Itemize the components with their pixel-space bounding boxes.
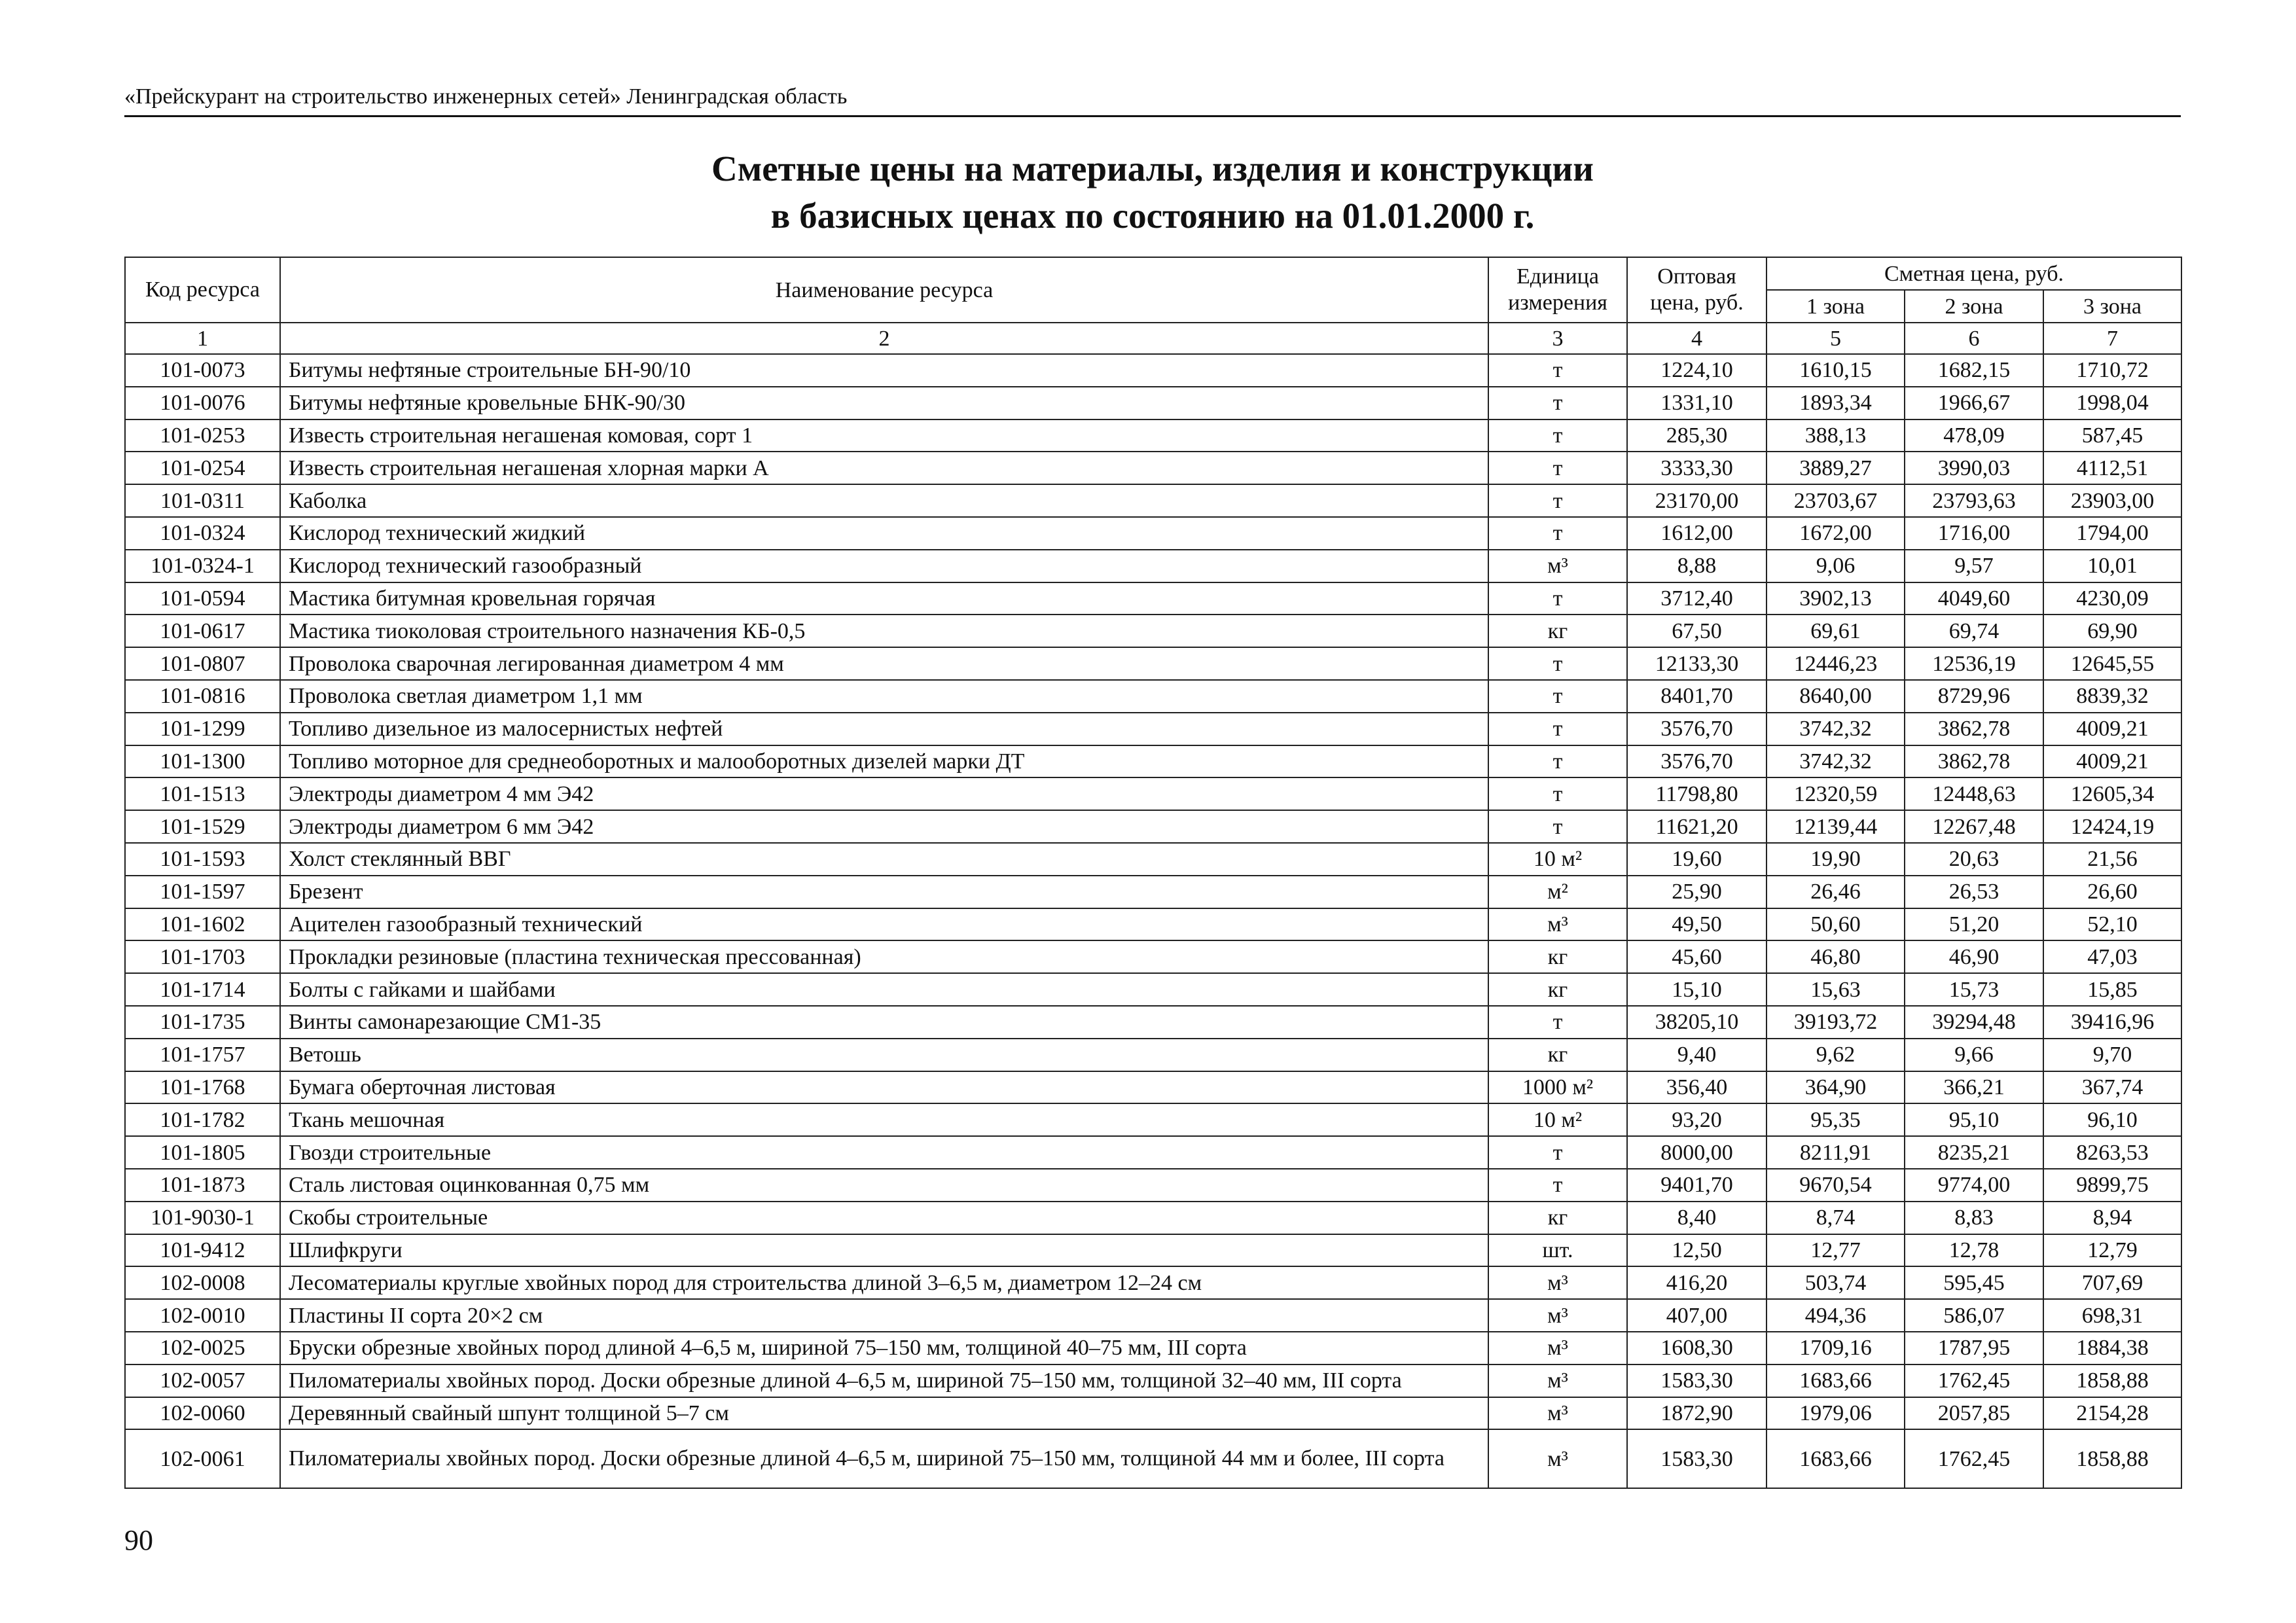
cell-unit: кг [1488,615,1627,647]
cell-zone-3: 10,01 [2043,550,2181,582]
page-title [124,145,2181,240]
cell-zone-1: 1893,34 [1767,387,1905,419]
table-row [125,1006,2181,1039]
cell-wholesale: 93,20 [1627,1103,1767,1136]
table-row [125,419,2181,452]
cell-zone-2: 4049,60 [1905,582,2043,615]
cell-zone-1: 1683,66 [1767,1429,1905,1488]
cell-code: 101-0594 [125,582,280,615]
header-code [125,257,280,323]
cell-code: 101-1782 [125,1103,280,1136]
cell-unit: м² [1488,876,1627,908]
table-row [125,1364,2181,1397]
cell-zone-1: 1610,15 [1767,354,1905,387]
cell-code: 101-0073 [125,354,280,387]
cell-code: 101-0807 [125,647,280,680]
cell-name: Лесоматериалы круглые хвойных пород для строительства длиной 3–6,5 м, диаметром 12–24 см [280,1266,1488,1299]
cell-zone-3: 12,79 [2043,1234,2181,1267]
cell-wholesale: 1872,90 [1627,1397,1767,1430]
cell-zone-3: 587,45 [2043,419,2181,452]
cell-zone-1: 12446,23 [1767,647,1905,680]
cell-code: 101-1703 [125,940,280,973]
running-header: «Прейскурант на строительство инженерных сетей» Ленинградская область [124,84,848,109]
column-number: 4 [1627,323,1767,354]
cell-code: 101-1805 [125,1136,280,1169]
cell-name: Каболка [280,484,1488,517]
cell-wholesale: 8,88 [1627,550,1767,582]
column-number: 7 [2043,323,2181,354]
cell-code: 101-1593 [125,843,280,876]
cell-name: Ветошь [280,1039,1488,1071]
column-number: 6 [1905,323,2043,354]
cell-zone-2: 12536,19 [1905,647,2043,680]
table-row [125,1299,2181,1332]
cell-zone-1: 19,90 [1767,843,1905,876]
cell-zone-3: 4112,51 [2043,452,2181,484]
price-table [124,257,2182,1489]
cell-wholesale: 1608,30 [1627,1332,1767,1364]
cell-zone-1: 12320,59 [1767,777,1905,810]
table-row [125,876,2181,908]
cell-code: 102-0025 [125,1332,280,1364]
cell-name: Гвозди строительные [280,1136,1488,1169]
cell-zone-1: 364,90 [1767,1071,1905,1104]
cell-zone-2: 1966,67 [1905,387,2043,419]
cell-zone-2: 69,74 [1905,615,2043,647]
cell-zone-2: 1787,95 [1905,1332,2043,1364]
cell-name: Скобы строительные [280,1202,1488,1234]
table-row [125,843,2181,876]
table-row [125,615,2181,647]
table-row [125,1266,2181,1299]
cell-zone-3: 4009,21 [2043,745,2181,778]
cell-name: Бруски обрезные хвойных пород длиной 4–6,5 м, шириной 75–150 мм, толщиной 40–75 мм, III сорта [280,1332,1488,1364]
cell-zone-3: 15,85 [2043,973,2181,1006]
table-row [125,1103,2181,1136]
table-body [125,354,2181,1488]
table-row [125,354,2181,387]
cell-zone-1: 15,63 [1767,973,1905,1006]
cell-wholesale: 11621,20 [1627,810,1767,843]
column-number: 5 [1767,323,1905,354]
cell-zone-3: 707,69 [2043,1266,2181,1299]
header-unit-label: Единица измерения [1508,264,1607,315]
cell-name: Пиломатериалы хвойных пород. Доски обрезные длиной 4–6,5 м, шириной 75–150 мм, толщиной 44 мм и более, III сорта [280,1429,1488,1488]
cell-unit: т [1488,1006,1627,1039]
cell-zone-2: 51,20 [1905,908,2043,941]
title-line-1: Сметные цены на материалы, изделия и конструкции [711,149,1594,188]
cell-wholesale: 67,50 [1627,615,1767,647]
cell-unit: т [1488,680,1627,713]
cell-unit: т [1488,582,1627,615]
cell-zone-1: 1709,16 [1767,1332,1905,1364]
table-row [125,680,2181,713]
cell-zone-2: 1716,00 [1905,517,2043,550]
cell-unit: кг [1488,973,1627,1006]
header-zone-1: 1 зона [1767,290,1905,323]
cell-zone-3: 8,94 [2043,1202,2181,1234]
table-row [125,517,2181,550]
cell-zone-3: 1858,88 [2043,1364,2181,1397]
cell-name: Мастика тиоколовая строительного назначения КБ-0,5 [280,615,1488,647]
header-wholesale [1627,257,1767,323]
cell-zone-2: 366,21 [1905,1071,2043,1104]
cell-zone-1: 1683,66 [1767,1364,1905,1397]
table-row [125,387,2181,419]
cell-zone-2: 9,66 [1905,1039,2043,1071]
cell-zone-3: 26,60 [2043,876,2181,908]
column-number: 3 [1488,323,1627,354]
cell-zone-1: 9,62 [1767,1039,1905,1071]
table-row [125,452,2181,484]
cell-zone-3: 69,90 [2043,615,2181,647]
cell-zone-1: 69,61 [1767,615,1905,647]
cell-zone-1: 23703,67 [1767,484,1905,517]
table-row [125,1071,2181,1104]
cell-zone-3: 52,10 [2043,908,2181,941]
cell-zone-1: 12139,44 [1767,810,1905,843]
cell-zone-3: 8839,32 [2043,680,2181,713]
header-zone-2: 2 зона [1905,290,2043,323]
cell-unit: т [1488,484,1627,517]
cell-name: Известь строительная негашеная комовая, сорт 1 [280,419,1488,452]
table-row [125,745,2181,778]
cell-unit: м³ [1488,1299,1627,1332]
cell-zone-2: 2057,85 [1905,1397,2043,1430]
cell-name: Проволока светлая диаметром 1,1 мм [280,680,1488,713]
cell-zone-2: 26,53 [1905,876,2043,908]
cell-zone-2: 15,73 [1905,973,2043,1006]
cell-zone-3: 39416,96 [2043,1006,2181,1039]
cell-code: 101-1300 [125,745,280,778]
cell-zone-2: 478,09 [1905,419,2043,452]
cell-code: 101-1768 [125,1071,280,1104]
cell-zone-3: 23903,00 [2043,484,2181,517]
cell-wholesale: 38205,10 [1627,1006,1767,1039]
table-row [125,1234,2181,1267]
cell-code: 102-0057 [125,1364,280,1397]
cell-code: 101-1513 [125,777,280,810]
table-row [125,1169,2181,1202]
cell-zone-2: 3862,78 [1905,745,2043,778]
cell-name: Прокладки резиновые (пластина техническая прессованная) [280,940,1488,973]
cell-unit: т [1488,777,1627,810]
cell-name: Бумага оберточная листовая [280,1071,1488,1104]
cell-wholesale: 8,40 [1627,1202,1767,1234]
cell-zone-2: 12,78 [1905,1234,2043,1267]
cell-zone-2: 3990,03 [1905,452,2043,484]
cell-wholesale: 12133,30 [1627,647,1767,680]
cell-wholesale: 3576,70 [1627,745,1767,778]
cell-zone-1: 26,46 [1767,876,1905,908]
cell-zone-1: 9,06 [1767,550,1905,582]
cell-zone-2: 12267,48 [1905,810,2043,843]
cell-wholesale: 3576,70 [1627,713,1767,745]
cell-unit: м³ [1488,1332,1627,1364]
cell-name: Винты самонарезающие СМ1-35 [280,1006,1488,1039]
cell-unit: м³ [1488,1266,1627,1299]
cell-zone-3: 21,56 [2043,843,2181,876]
cell-name: Известь строительная негашеная хлорная марки А [280,452,1488,484]
cell-unit: 10 м² [1488,843,1627,876]
cell-code: 102-0008 [125,1266,280,1299]
column-number: 2 [280,323,1488,354]
cell-wholesale: 9,40 [1627,1039,1767,1071]
table-row [125,647,2181,680]
cell-name: Битумы нефтяные строительные БН-90/10 [280,354,1488,387]
cell-unit: 10 м² [1488,1103,1627,1136]
cell-wholesale: 3333,30 [1627,452,1767,484]
cell-code: 101-0324-1 [125,550,280,582]
cell-zone-2: 586,07 [1905,1299,2043,1332]
cell-wholesale: 9401,70 [1627,1169,1767,1202]
cell-wholesale: 49,50 [1627,908,1767,941]
table-row [125,810,2181,843]
table-row [125,1397,2181,1430]
cell-zone-1: 3902,13 [1767,582,1905,615]
cell-zone-2: 3862,78 [1905,713,2043,745]
cell-code: 101-1873 [125,1169,280,1202]
header-unit [1488,257,1627,323]
cell-name: Электроды диаметром 4 мм Э42 [280,777,1488,810]
cell-code: 101-1602 [125,908,280,941]
cell-name: Болты с гайками и шайбами [280,973,1488,1006]
cell-unit: т [1488,745,1627,778]
cell-wholesale: 1612,00 [1627,517,1767,550]
cell-zone-3: 4009,21 [2043,713,2181,745]
cell-zone-1: 388,13 [1767,419,1905,452]
cell-unit: кг [1488,1039,1627,1071]
cell-unit: т [1488,452,1627,484]
cell-unit: т [1488,387,1627,419]
cell-unit: кг [1488,940,1627,973]
cell-zone-3: 1794,00 [2043,517,2181,550]
cell-unit: м³ [1488,1364,1627,1397]
cell-wholesale: 3712,40 [1627,582,1767,615]
cell-code: 101-0617 [125,615,280,647]
cell-wholesale: 8000,00 [1627,1136,1767,1169]
cell-zone-3: 2154,28 [2043,1397,2181,1430]
cell-name: Кислород технический газообразный [280,550,1488,582]
cell-zone-3: 1998,04 [2043,387,2181,419]
cell-zone-2: 8729,96 [1905,680,2043,713]
cell-zone-1: 46,80 [1767,940,1905,973]
cell-code: 102-0010 [125,1299,280,1332]
cell-wholesale: 1224,10 [1627,354,1767,387]
cell-zone-3: 1710,72 [2043,354,2181,387]
cell-wholesale: 1583,30 [1627,1364,1767,1397]
cell-unit: шт. [1488,1234,1627,1267]
cell-wholesale: 1331,10 [1627,387,1767,419]
cell-zone-3: 9899,75 [2043,1169,2181,1202]
cell-zone-1: 39193,72 [1767,1006,1905,1039]
cell-unit: м³ [1488,550,1627,582]
cell-zone-3: 47,03 [2043,940,2181,973]
cell-zone-2: 46,90 [1905,940,2043,973]
cell-code: 101-0311 [125,484,280,517]
cell-zone-3: 12605,34 [2043,777,2181,810]
cell-zone-1: 8,74 [1767,1202,1905,1234]
cell-zone-2: 1682,15 [1905,354,2043,387]
cell-zone-2: 23793,63 [1905,484,2043,517]
cell-zone-1: 3742,32 [1767,713,1905,745]
cell-zone-2: 39294,48 [1905,1006,2043,1039]
title-line-2: в базисных ценах по состоянию на 01.01.2000 г. [770,196,1535,236]
table-row [125,1332,2181,1364]
header-code-label: Код ресурса [145,277,260,302]
cell-code: 101-9412 [125,1234,280,1267]
cell-name: Шлифкруги [280,1234,1488,1267]
cell-zone-1: 3889,27 [1767,452,1905,484]
cell-zone-2: 9,57 [1905,550,2043,582]
cell-unit: т [1488,517,1627,550]
cell-unit: кг [1488,1202,1627,1234]
page-number: 90 [124,1524,153,1556]
cell-zone-2: 9774,00 [1905,1169,2043,1202]
cell-unit: т [1488,419,1627,452]
cell-unit: т [1488,647,1627,680]
cell-zone-2: 95,10 [1905,1103,2043,1136]
header-estimate: Сметная цена, руб. [1767,257,2181,290]
cell-zone-1: 3742,32 [1767,745,1905,778]
cell-code: 102-0060 [125,1397,280,1430]
cell-code: 101-0816 [125,680,280,713]
cell-name: Сталь листовая оцинкованная 0,75 мм [280,1169,1488,1202]
table-row [125,1429,2181,1488]
cell-zone-3: 12424,19 [2043,810,2181,843]
header-wholesale-label: Оптовая цена, руб. [1650,264,1744,315]
cell-zone-3: 12645,55 [2043,647,2181,680]
cell-wholesale: 12,50 [1627,1234,1767,1267]
cell-unit: т [1488,354,1627,387]
cell-wholesale: 407,00 [1627,1299,1767,1332]
table-row [125,550,2181,582]
cell-zone-1: 494,36 [1767,1299,1905,1332]
cell-zone-3: 4230,09 [2043,582,2181,615]
cell-code: 101-1299 [125,713,280,745]
cell-zone-3: 1858,88 [2043,1429,2181,1488]
cell-wholesale: 15,10 [1627,973,1767,1006]
cell-zone-3: 96,10 [2043,1103,2181,1136]
table-row [125,1136,2181,1169]
cell-code: 101-0254 [125,452,280,484]
cell-name: Топливо дизельное из малосернистых нефтей [280,713,1488,745]
cell-unit: т [1488,1169,1627,1202]
table-row [125,1039,2181,1071]
cell-zone-1: 503,74 [1767,1266,1905,1299]
cell-wholesale: 285,30 [1627,419,1767,452]
table-row [125,582,2181,615]
table-row [125,940,2181,973]
cell-name: Брезент [280,876,1488,908]
cell-code: 101-1597 [125,876,280,908]
cell-wholesale: 11798,80 [1627,777,1767,810]
table-row [125,908,2181,941]
cell-name: Битумы нефтяные кровельные БНК-90/30 [280,387,1488,419]
cell-name: Холст стеклянный ВВГ [280,843,1488,876]
cell-zone-1: 95,35 [1767,1103,1905,1136]
cell-code: 101-1714 [125,973,280,1006]
cell-zone-2: 8,83 [1905,1202,2043,1234]
cell-code: 101-0253 [125,419,280,452]
cell-zone-3: 1884,38 [2043,1332,2181,1364]
cell-name: Электроды диаметром 6 мм Э42 [280,810,1488,843]
cell-unit: т [1488,810,1627,843]
cell-zone-3: 698,31 [2043,1299,2181,1332]
cell-wholesale: 356,40 [1627,1071,1767,1104]
header-rule [124,115,2181,117]
cell-unit: т [1488,713,1627,745]
cell-name: Деревянный свайный шпунт толщиной 5–7 см [280,1397,1488,1430]
table-row [125,777,2181,810]
cell-wholesale: 416,20 [1627,1266,1767,1299]
cell-code: 101-0324 [125,517,280,550]
cell-zone-3: 9,70 [2043,1039,2181,1071]
cell-code: 101-9030-1 [125,1202,280,1234]
cell-zone-2: 595,45 [1905,1266,2043,1299]
cell-zone-3: 8263,53 [2043,1136,2181,1169]
cell-name: Проволока сварочная легированная диаметром 4 мм [280,647,1488,680]
header-zone-3: 3 зона [2043,290,2181,323]
table-row [125,484,2181,517]
cell-wholesale: 23170,00 [1627,484,1767,517]
cell-unit: м³ [1488,908,1627,941]
cell-zone-2: 1762,45 [1905,1364,2043,1397]
cell-zone-2: 1762,45 [1905,1429,2043,1488]
cell-zone-2: 8235,21 [1905,1136,2043,1169]
cell-unit: т [1488,1136,1627,1169]
cell-zone-3: 367,74 [2043,1071,2181,1104]
table-row [125,1202,2181,1234]
cell-name: Топливо моторное для среднеоборотных и малооборотных дизелей марки ДТ [280,745,1488,778]
cell-zone-1: 1672,00 [1767,517,1905,550]
cell-zone-1: 8640,00 [1767,680,1905,713]
cell-zone-2: 20,63 [1905,843,2043,876]
cell-name: Мастика битумная кровельная горячая [280,582,1488,615]
cell-code: 101-1529 [125,810,280,843]
cell-unit: м³ [1488,1429,1627,1488]
cell-name: Кислород технический жидкий [280,517,1488,550]
column-number: 1 [125,323,280,354]
cell-code: 102-0061 [125,1429,280,1488]
cell-name: Ацителен газообразный технический [280,908,1488,941]
cell-wholesale: 25,90 [1627,876,1767,908]
cell-zone-1: 9670,54 [1767,1169,1905,1202]
cell-zone-1: 8211,91 [1767,1136,1905,1169]
cell-name: Ткань мешочная [280,1103,1488,1136]
table-row [125,973,2181,1006]
cell-name: Пиломатериалы хвойных пород. Доски обрезные длиной 4–6,5 м, шириной 75–150 мм, толщиной 32–40 мм, III сорта [280,1364,1488,1397]
cell-code: 101-0076 [125,387,280,419]
cell-zone-1: 1979,06 [1767,1397,1905,1430]
cell-zone-1: 50,60 [1767,908,1905,941]
table-row [125,713,2181,745]
cell-code: 101-1735 [125,1006,280,1039]
cell-name: Пластины II сорта 20×2 см [280,1299,1488,1332]
cell-zone-1: 12,77 [1767,1234,1905,1267]
cell-wholesale: 19,60 [1627,843,1767,876]
cell-zone-2: 12448,63 [1905,777,2043,810]
cell-unit: м³ [1488,1397,1627,1430]
cell-wholesale: 1583,30 [1627,1429,1767,1488]
cell-wholesale: 45,60 [1627,940,1767,973]
cell-unit: 1000 м² [1488,1071,1627,1104]
cell-wholesale: 8401,70 [1627,680,1767,713]
header-name: Наименование ресурса [280,257,1488,323]
cell-code: 101-1757 [125,1039,280,1071]
